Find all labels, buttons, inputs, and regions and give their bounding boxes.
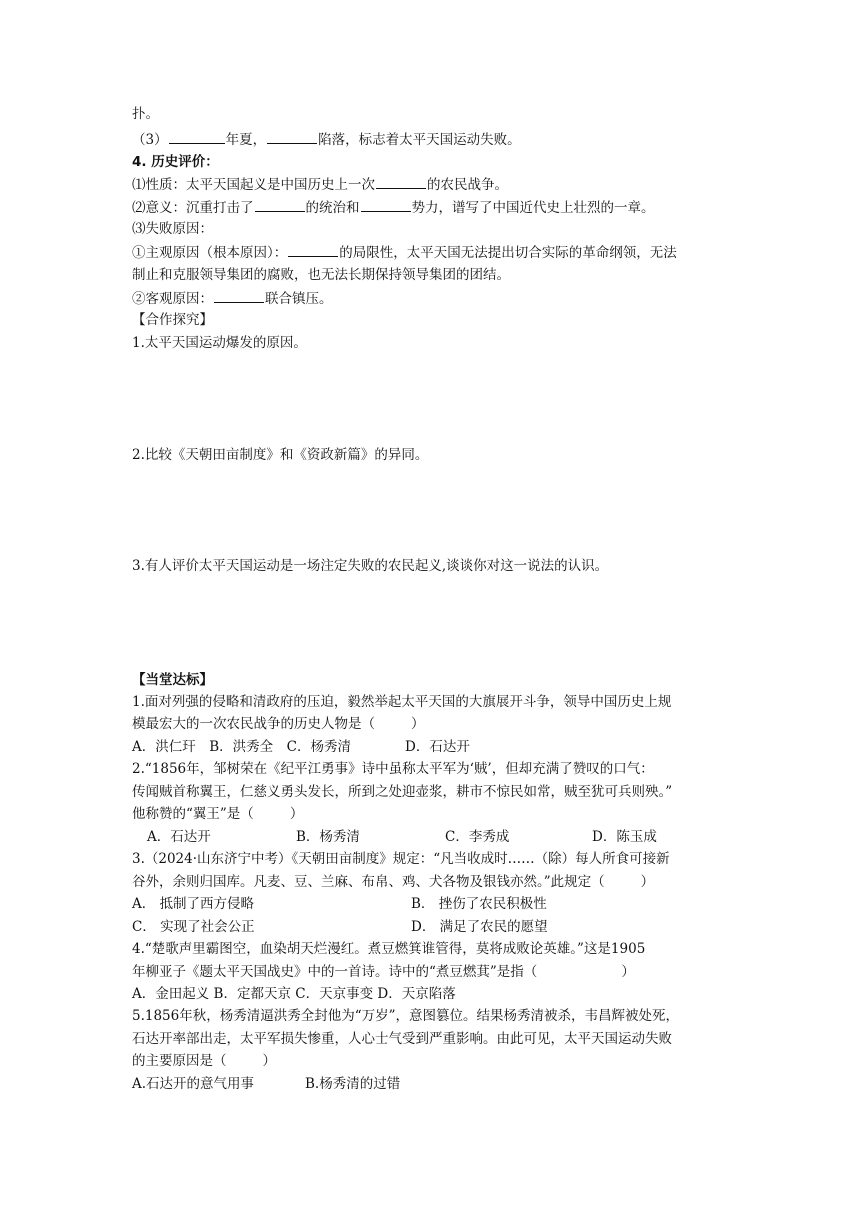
question: 5.1856年秋，杨秀清逼洪秀全封他为“万岁”，意图篡位。结果杨秀清被杀，韦昌辉被处死， bbox=[132, 1008, 680, 1024]
fill-blank[interactable] bbox=[376, 174, 426, 189]
text-line: 制止和克服领导集团的腐败，也无法长期保持领导集团的团结。 bbox=[132, 267, 510, 283]
text-line: ⑵意义：沉重打击了 的统治和 势力，谱写了中国近代史上壮烈的一章。 bbox=[132, 197, 655, 218]
fill-blank[interactable] bbox=[361, 197, 411, 212]
question: 年柳亚子《题太平天国战史》中的一首诗。诗中的“煮豆燃萁”是指（ ） bbox=[132, 964, 635, 980]
answer-options: A．洪仁玕 B．洪秀全 C．杨秀清 D．石达开 bbox=[132, 739, 470, 755]
answer-options: A．金田起义 B．定都天京 C．天京事变 D．天京陷落 bbox=[132, 986, 456, 1002]
question: 模最宏大的一次农民战争的历史人物是（ ） bbox=[132, 716, 425, 732]
text-line: ②客观原因： 联合镇压。 bbox=[132, 288, 333, 309]
question: 石达开率部出走，太平军损失惨重，人心士气受到严重影响。由此可见，太平天国运动失败 bbox=[132, 1031, 672, 1047]
fill-blank[interactable] bbox=[255, 197, 305, 212]
answer-option: A． 抵制了西方侵略 bbox=[132, 896, 255, 912]
section-heading: 【合作探究】 bbox=[132, 312, 213, 328]
fill-blank[interactable] bbox=[288, 242, 338, 257]
text-line: （3） 年夏， 陷落，标志着太平天国运动失败。 bbox=[132, 129, 521, 150]
answer-option: A．石达开 bbox=[147, 829, 211, 845]
fill-blank[interactable] bbox=[169, 129, 225, 144]
answer-option: B．杨秀清 bbox=[296, 829, 360, 845]
question: 1.太平天国运动爆发的原因。 bbox=[132, 335, 307, 351]
question: 4.“楚歌声里霸图空，血染胡天烂漫红。煮豆燃箕谁管得，莫将成败论英雄。”这是1905 bbox=[132, 941, 646, 957]
answer-option: C．李秀成 bbox=[445, 829, 510, 845]
question: 2.比较《天朝田亩制度》和《资政新篇》的异同。 bbox=[132, 447, 429, 463]
question: 的主要原因是（ ） bbox=[132, 1053, 276, 1069]
question: 2.“1856年，邹树荣在《纪平江勇事》诗中虽称太平军为‘贼’，但却充满了赞叹的口气： bbox=[132, 761, 654, 777]
question: 3.（2024·山东济宁中考）《天朝田亩制度》规定：“凡当收成时……（除）每人所食可接新 bbox=[132, 851, 670, 867]
answer-option: D．陈玉成 bbox=[592, 829, 657, 845]
question: 传闻贼首称翼王，仁慈义勇头发长，所到之处迎壶浆，耕市不惊民如常，贼至犹可兵则殃。” bbox=[132, 784, 673, 800]
section-heading: 【当堂达标】 bbox=[132, 672, 213, 688]
answer-option: A.石达开的意气用事 bbox=[132, 1076, 255, 1092]
question: 1.面对列强的侵略和清政府的压迫，毅然举起太平天国的大旗展开斗争，领导中国历史上规 bbox=[132, 694, 672, 710]
text-line: 扑。 bbox=[132, 106, 159, 122]
text-line: ①主观原因（根本原因）： 的局限性，太平天国无法提出切合实际的革命纲领，无法 bbox=[132, 242, 677, 263]
question: 3.有人评价太平天国运动是一场注定失败的农民起义,谈谈你对这一说法的认识。 bbox=[132, 558, 609, 574]
answer-option: C． 实现了社会公正 bbox=[132, 919, 255, 935]
answer-option: B． 挫伤了农民积极性 bbox=[411, 896, 547, 912]
answer-option: B.杨秀清的过错 bbox=[305, 1076, 401, 1092]
text-line: ⑴性质：太平天国起义是中国历史上一次 的农民战争。 bbox=[132, 174, 508, 195]
fill-blank[interactable] bbox=[267, 129, 317, 144]
answer-option: D． 满足了农民的愿望 bbox=[411, 919, 548, 935]
text-line: ⑶失败原因： bbox=[132, 221, 213, 237]
fill-blank[interactable] bbox=[214, 288, 264, 303]
question: 他称赞的“翼王”是（ ） bbox=[132, 806, 304, 822]
question: 谷外，余则归国库。凡麦、豆、兰麻、布帛、鸡、犬各物及银钱亦然。”此规定（ ） bbox=[132, 874, 655, 890]
section-heading: 4. 历史评价： bbox=[132, 154, 219, 170]
